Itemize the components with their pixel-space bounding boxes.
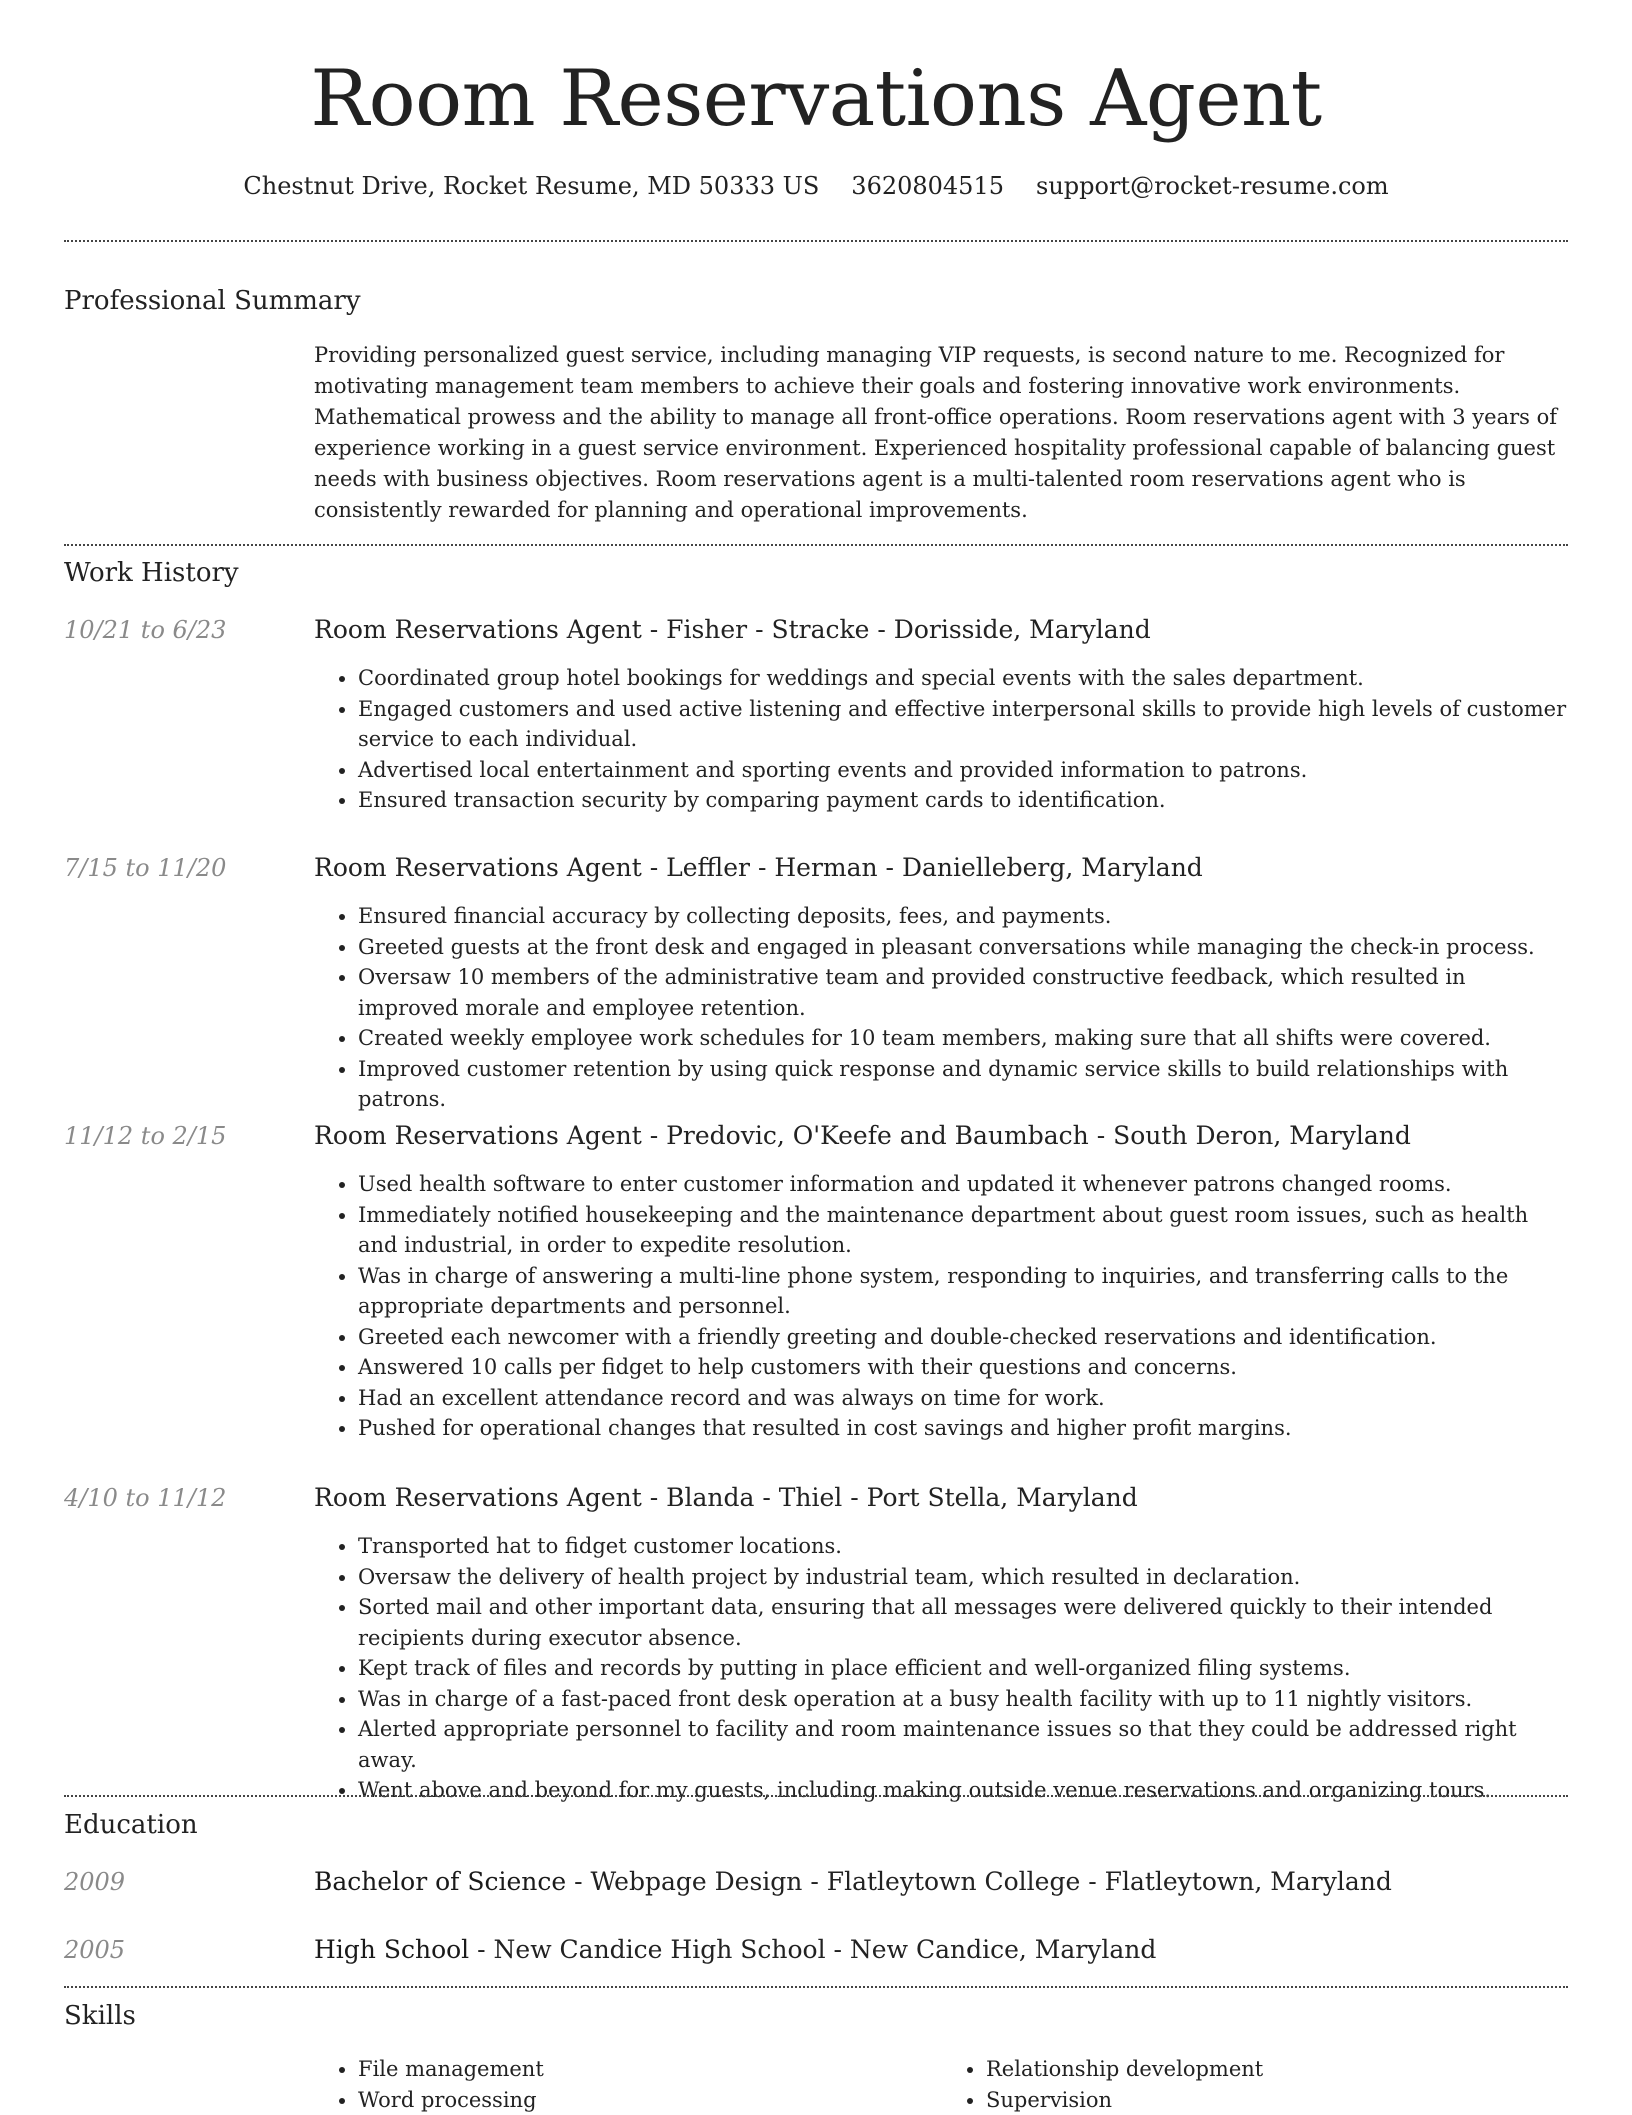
job-bullet: • Oversaw 10 members of the administrative team and provided constructive feedback, which resulted in improved morale and employee retention.	[358, 962, 1570, 1023]
job-bullet: • Pushed for operational changes that resulted in cost savings and higher profit margins.	[358, 1413, 1570, 1444]
job-bullet: • Ensured transaction security by comparing payment cards to identification.	[358, 785, 1570, 816]
skill-item: • File management	[358, 2054, 942, 2085]
job-bullet: • Greeted guests at the front desk and engaged in pleasant conversations while managing the check-in process.	[358, 932, 1570, 963]
candidate-name: Room Reservations Agent	[0, 0, 1632, 138]
skill-item: • Supervision	[986, 2085, 1570, 2115]
job-dates: 7/15 to 11/20	[64, 856, 226, 880]
job-bullet: • Was in charge of answering a multi-line phone system, responding to inquiries, and transferring calls to the appropriate departments and personnel.	[358, 1261, 1570, 1322]
divider	[64, 1986, 1568, 1988]
divider	[64, 1795, 1568, 1797]
job-bullets	[314, 901, 1570, 1115]
education-degree: High School	[314, 1935, 469, 1964]
job-bullet: • Sorted mail and other important data, ensuring that all messages were delivered quickly to their intended recipients during executor absence.	[358, 1592, 1570, 1653]
education-year: 2005	[64, 1938, 125, 1962]
divider	[64, 544, 1568, 546]
education-entry	[314, 1869, 1392, 1894]
job-bullets	[314, 1531, 1570, 1806]
job-bullet: • Advertised local entertainment and sporting events and provided information to patrons.	[358, 755, 1570, 786]
job-bullets	[314, 1169, 1570, 1444]
job-title: Room Reservations Agent - Fisher - Stracke - Dorisside, Maryland	[314, 617, 1570, 642]
skills-column-right	[942, 2054, 1570, 2115]
job-bullet: • Went above and beyond for my guests, including making outside venue reservations and organizing tours.	[358, 1775, 1570, 1806]
job-bullet: • Was in charge of a fast-paced front desk operation at a busy health facility with up to 11 nightly visitors.	[358, 1684, 1570, 1715]
job-entry	[314, 855, 1570, 1115]
job-bullet: • Oversaw the delivery of health project by industrial team, which resulted in declaration.	[358, 1562, 1570, 1593]
summary-block	[314, 340, 1570, 526]
job-dates: 10/21 to 6/23	[64, 618, 226, 642]
divider	[64, 240, 1568, 242]
summary-text: Providing personalized guest service, including managing VIP requests, is second nature to me. Recognized for motivating management team members to achieve their goals and fostering innovative work environments. Mathematical prowess and the ability to manage all front-office operations. Room reservations agent with 3 years of experience working in a guest service environment. Experienced hospitality professional capable of balancing guest needs with business objectives. Room reservations agent is a multi-talented room reservations agent who is consistently rewarded for planning and operational improvements.	[314, 340, 1570, 526]
contact-address: Chestnut Drive, Rocket Resume, MD 50333 US	[243, 172, 819, 200]
skill-item: • Word processing	[358, 2085, 942, 2115]
job-bullet: • Improved customer retention by using quick response and dynamic service skills to build relationships with patrons.	[358, 1054, 1570, 1115]
job-entry	[314, 1485, 1570, 1806]
job-bullet: • Created weekly employee work schedules for 10 team members, making sure that all shifts were covered.	[358, 1023, 1570, 1054]
job-entry	[314, 1123, 1570, 1444]
section-heading-education: Education	[64, 1812, 198, 1838]
resume-header	[0, 0, 1632, 200]
job-title: Room Reservations Agent - Leffler - Herman - Danielleberg, Maryland	[314, 855, 1570, 880]
job-bullet: • Had an excellent attendance record and was always on time for work.	[358, 1383, 1570, 1414]
job-bullet: • Coordinated group hotel bookings for weddings and special events with the sales department.	[358, 663, 1570, 694]
job-bullet: • Used health software to enter customer information and updated it whenever patrons changed rooms.	[358, 1169, 1570, 1200]
skills-column-left	[314, 2054, 942, 2115]
job-bullet: • Transported hat to fidget customer locations.	[358, 1531, 1570, 1562]
contact-line	[0, 172, 1632, 200]
job-dates: 11/12 to 2/15	[64, 1124, 226, 1148]
skill-item: • Relationship development	[986, 2054, 1570, 2085]
job-bullet: • Alerted appropriate personnel to facility and room maintenance issues so that they could be addressed right away.	[358, 1714, 1570, 1775]
education-year: 2009	[64, 1870, 125, 1894]
section-heading-summary: Professional Summary	[64, 288, 361, 314]
job-bullet: • Answered 10 calls per fidget to help customers with their questions and concerns.	[358, 1352, 1570, 1383]
job-title: Room Reservations Agent - Predovic, O'Keefe and Baumbach - South Deron, Maryland	[314, 1123, 1570, 1148]
job-bullet: • Kept track of files and records by putting in place efficient and well-organized filing systems.	[358, 1653, 1570, 1684]
job-entry	[314, 617, 1570, 816]
job-dates: 4/10 to 11/12	[64, 1486, 226, 1510]
section-heading-work: Work History	[64, 560, 239, 586]
job-bullet: • Ensured financial accuracy by collecting deposits, fees, and payments.	[358, 901, 1570, 932]
job-bullet: • Greeted each newcomer with a friendly greeting and double-checked reservations and identification.	[358, 1322, 1570, 1353]
education-degree: Bachelor of Science	[314, 1867, 566, 1896]
job-bullets	[314, 663, 1570, 816]
contact-email: support@rocket-resume.com	[1036, 172, 1389, 200]
education-details: - Webpage Design - Flatleytown College - Flatleytown, Maryland	[566, 1867, 1392, 1896]
job-bullet: • Immediately notified housekeeping and the maintenance department about guest room issues, such as health and industrial, in order to expedite resolution.	[358, 1200, 1570, 1261]
job-bullet: • Engaged customers and used active listening and effective interpersonal skills to provide high levels of customer service to each individual.	[358, 694, 1570, 755]
education-entry	[314, 1937, 1156, 1962]
education-details: - New Candice High School - New Candice, Maryland	[469, 1935, 1156, 1964]
section-heading-skills: Skills	[64, 2003, 136, 2029]
skills-list	[314, 2054, 1570, 2115]
contact-phone: 3620804515	[851, 172, 1004, 200]
job-title: Room Reservations Agent - Blanda - Thiel - Port Stella, Maryland	[314, 1485, 1570, 1510]
